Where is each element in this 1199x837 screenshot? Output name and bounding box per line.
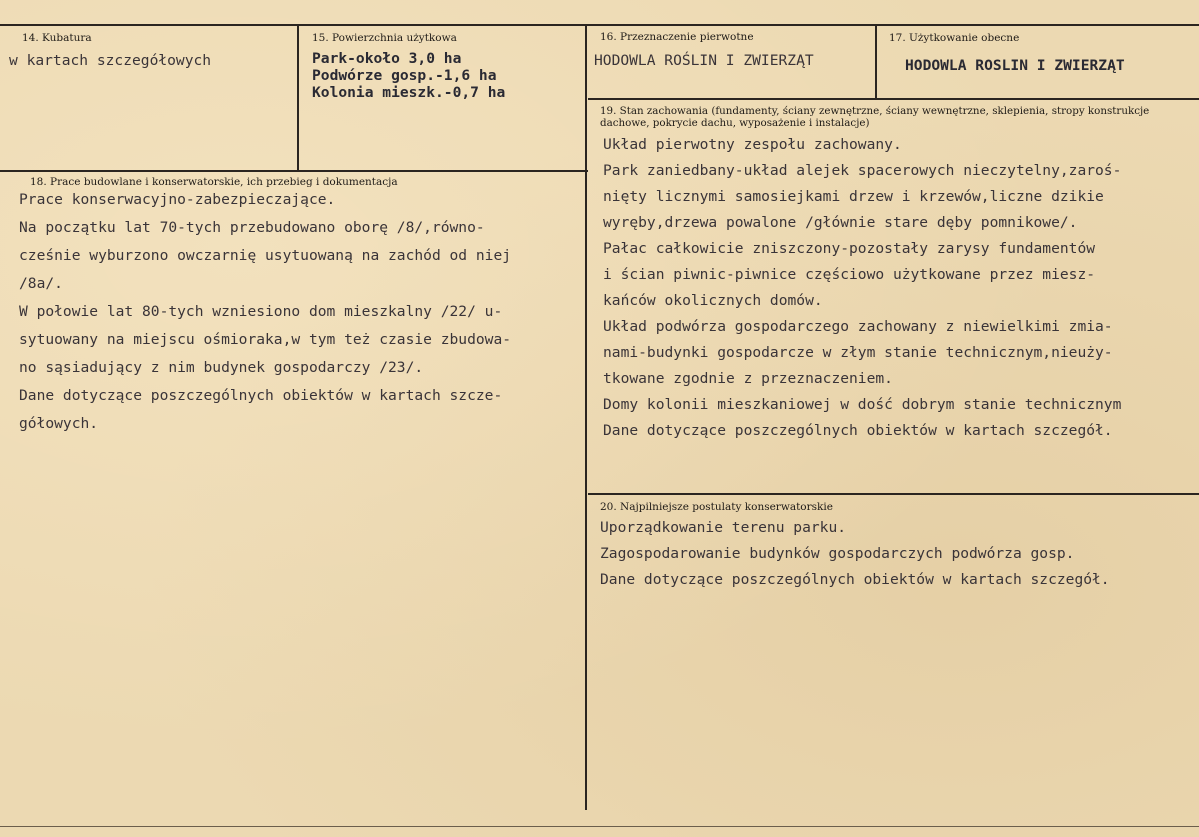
field-19-line: nięty licznymi samosiejkami drzew i krzewów,liczne dzikie xyxy=(603,188,1104,205)
field-16-label: 16. Przeznaczenie pierwotne xyxy=(600,31,754,43)
field-15-line: Park-około 3,0 ha xyxy=(312,50,462,67)
rule-row1-bottom-right xyxy=(588,98,1199,100)
rule-divider-14-15 xyxy=(297,24,299,171)
field-19-line: kańców okolicznych domów. xyxy=(603,292,823,309)
field-18-line: gółowych. xyxy=(19,415,99,432)
field-14-value xyxy=(9,48,211,74)
field-15-value xyxy=(312,50,505,101)
top-rule xyxy=(0,24,1199,26)
field-17-value xyxy=(905,53,1125,79)
field-15-line: Podwórze gosp.-1,6 ha xyxy=(312,67,497,84)
field-14-label: 14. Kubatura xyxy=(22,32,92,44)
field-19-line: Pałac całkowicie zniszczony-pozostały zarysy fundamentów xyxy=(603,240,1096,257)
field-20-line: Uporządkowanie terenu parku. xyxy=(600,519,847,536)
field-19-label: 19. Stan zachowania (fundamenty, ściany zewnętrzne, ściany wewnętrzne, sklepienia, stropy konstrukcje dachowe, pokrycie dachu, wyposażenie i instalacje) xyxy=(600,105,1150,129)
field-19-line: Dane dotyczące poszczególnych obiektów w kartach szczegół. xyxy=(603,422,1113,439)
field-15-label: 15. Powierzchnia użytkowa xyxy=(312,32,457,44)
field-18-line: cześnie wyburzono owczarnię usytuowaną na zachód od niej xyxy=(19,247,512,264)
field-18-line: W połowie lat 80-tych wzniesiono dom mieszkalny /22/ u- xyxy=(19,303,503,320)
field-18-line: sytuowany na miejscu ośmioraka,w tym też czasie zbudowa- xyxy=(19,331,512,348)
field-17-line: HODOWLA ROSLIN I ZWIERZĄT xyxy=(905,57,1125,74)
field-18-line: Na początku lat 70-tych przebudowano oborę /8/,równo- xyxy=(19,219,485,236)
field-17-label: 17. Użytkowanie obecne xyxy=(889,32,1020,44)
field-16-value xyxy=(594,48,814,74)
field-19-line: Park zaniedbany-układ alejek spacerowych nieczytelny,zaroś- xyxy=(603,162,1122,179)
field-19-line: tkowane zgodnie z przeznaczeniem. xyxy=(603,370,893,387)
field-20-line: Zagospodarowanie budynków gospodarczych podwórza gosp. xyxy=(600,545,1075,562)
field-19-line: i ścian piwnic-piwnice częściowo użytkowane przez miesz- xyxy=(603,266,1096,283)
field-16-line: HODOWLA ROŚLIN I ZWIERZĄT xyxy=(594,52,814,69)
field-18-value xyxy=(19,186,511,438)
field-19-line: Układ podwórza gospodarczego zachowany z niewielkimi zmia- xyxy=(603,318,1113,335)
field-14-line: w kartach szczegółowych xyxy=(9,52,212,69)
field-20-value xyxy=(600,515,1110,593)
bottom-rule xyxy=(0,826,1199,827)
rule-row1-bottom-left xyxy=(0,170,588,172)
field-19-value xyxy=(603,132,1121,444)
field-18-label: 18. Prace budowlane i konserwatorskie, ich przebieg i dokumentacja xyxy=(30,176,398,188)
field-19-line: Domy kolonii mieszkaniowej w dość dobrym stanie technicznym xyxy=(603,396,1122,413)
field-15-line: Kolonia mieszk.-0,7 ha xyxy=(312,84,506,101)
rule-field20-top xyxy=(588,493,1199,495)
field-19-line: wyręby,drzewa powalone /głównie stare dęby pomnikowe/. xyxy=(603,214,1078,231)
rule-divider-16-17 xyxy=(875,24,877,98)
field-19-line: Układ pierwotny zespołu zachowany. xyxy=(603,136,902,153)
field-20-line: Dane dotyczące poszczególnych obiektów w kartach szczegół. xyxy=(600,571,1110,588)
field-18-line: no sąsiadujący z nim budynek gospodarczy /23/. xyxy=(19,359,424,376)
field-18-line: /8a/. xyxy=(19,275,63,292)
field-19-line: nami-budynki gospodarcze w złym stanie technicznym,nieuży- xyxy=(603,344,1113,361)
rule-divider-main xyxy=(585,24,587,810)
field-18-line: Prace konserwacyjno-zabezpieczające. xyxy=(19,191,336,208)
field-18-line: Dane dotyczące poszczególnych obiektów w kartach szcze- xyxy=(19,387,503,404)
field-20-label: 20. Najpilniejsze postulaty konserwatorskie xyxy=(600,501,833,513)
